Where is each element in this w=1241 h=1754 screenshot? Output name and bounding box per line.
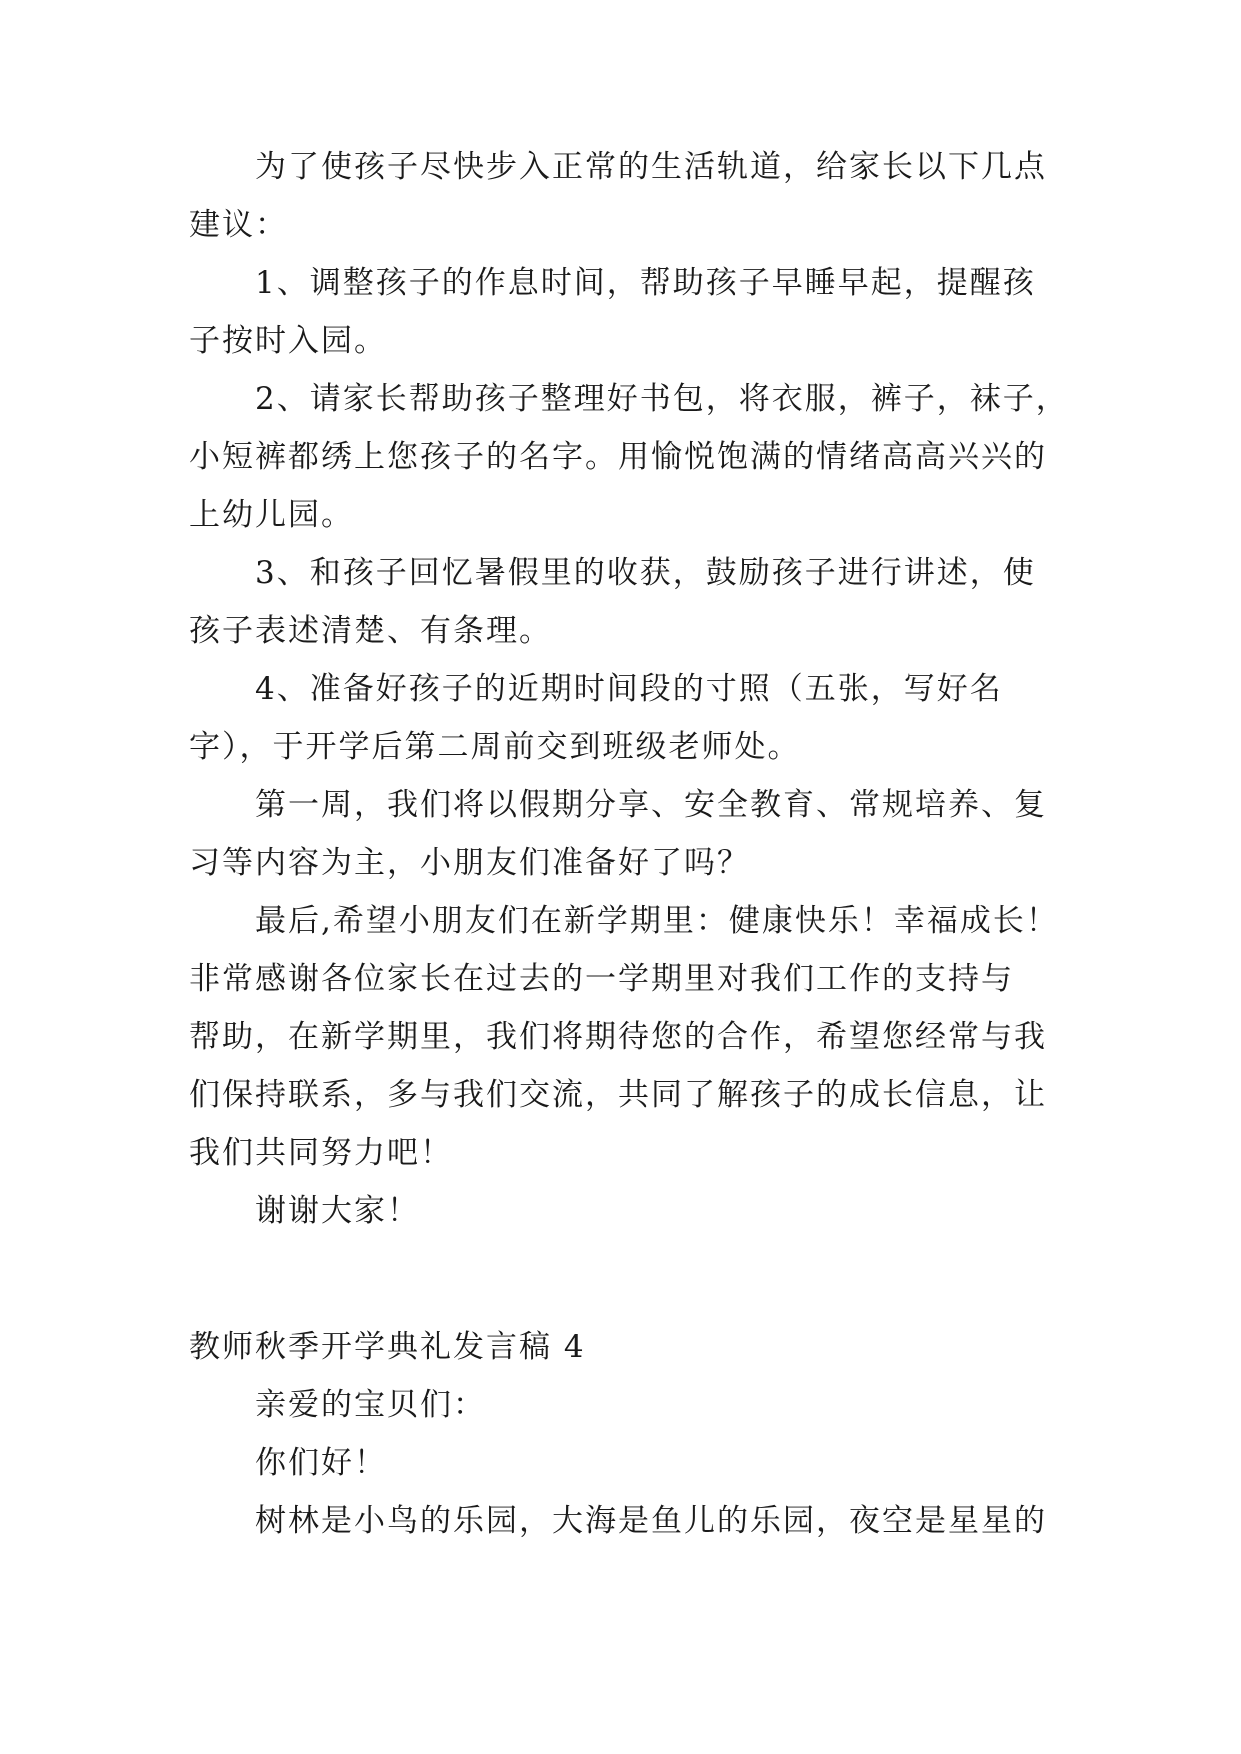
paragraph-line: 最后,希望小朋友们在新学期里：健康快乐！幸福成长！ <box>255 903 1059 939</box>
paragraph-line: 谢谢大家！ <box>255 1193 420 1229</box>
paragraph-line: 4、准备好孩子的近期时间段的寸照（五张，写好名 <box>255 671 1003 707</box>
body-text <box>189 138 1069 1240</box>
paragraph-line: 为了使孩子尽快步入正常的生活轨道，给家长以下几点 <box>255 149 1047 185</box>
paragraph-line: 帮助，在新学期里，我们将期待您的合作，希望您经常与我 <box>189 1019 1047 1055</box>
paragraph-line: 习等内容为主，小朋友们准备好了吗？ <box>189 845 750 881</box>
paragraph-line: 你们好！ <box>255 1445 387 1481</box>
paragraph-line: 3、和孩子回忆暑假里的收获，鼓励孩子进行讲述，使 <box>255 555 1036 591</box>
paragraph-line: 第一周，我们将以假期分享、安全教育、常规培养、复 <box>255 787 1047 823</box>
section-title: 教师秋季开学典礼发言稿 4 <box>189 1329 586 1365</box>
section-body-text <box>189 1376 1059 1550</box>
paragraph-line: 子按时入园。 <box>189 323 387 359</box>
paragraph-line: 1、调整孩子的作息时间，帮助孩子早睡早起，提醒孩 <box>255 265 1036 301</box>
paragraph-line: 建议： <box>189 207 288 243</box>
paragraph-line: 孩子表述清楚、有条理。 <box>189 613 552 649</box>
paragraph-line: 树林是小鸟的乐园，大海是鱼儿的乐园，夜空是星星的 <box>255 1503 1047 1539</box>
paragraph-line: 非常感谢各位家长在过去的一学期里对我们工作的支持与 <box>189 961 1014 997</box>
paragraph-line: 亲爱的宝贝们： <box>255 1387 486 1423</box>
paragraph-line: 上幼儿园。 <box>189 497 354 533</box>
paragraph-line: 们保持联系，多与我们交流，共同了解孩子的成长信息，让 <box>189 1077 1047 1113</box>
paragraph-line: 2、请家长帮助孩子整理好书包，将衣服，裤子，袜子， <box>255 381 1069 417</box>
paragraph-line: 我们共同努力吧！ <box>189 1135 453 1171</box>
paragraph-line: 字），于开学后第二周前交到班级老师处。 <box>189 729 801 765</box>
paragraph-line: 小短裤都绣上您孩子的名字。用愉悦饱满的情绪高高兴兴的 <box>189 439 1047 475</box>
